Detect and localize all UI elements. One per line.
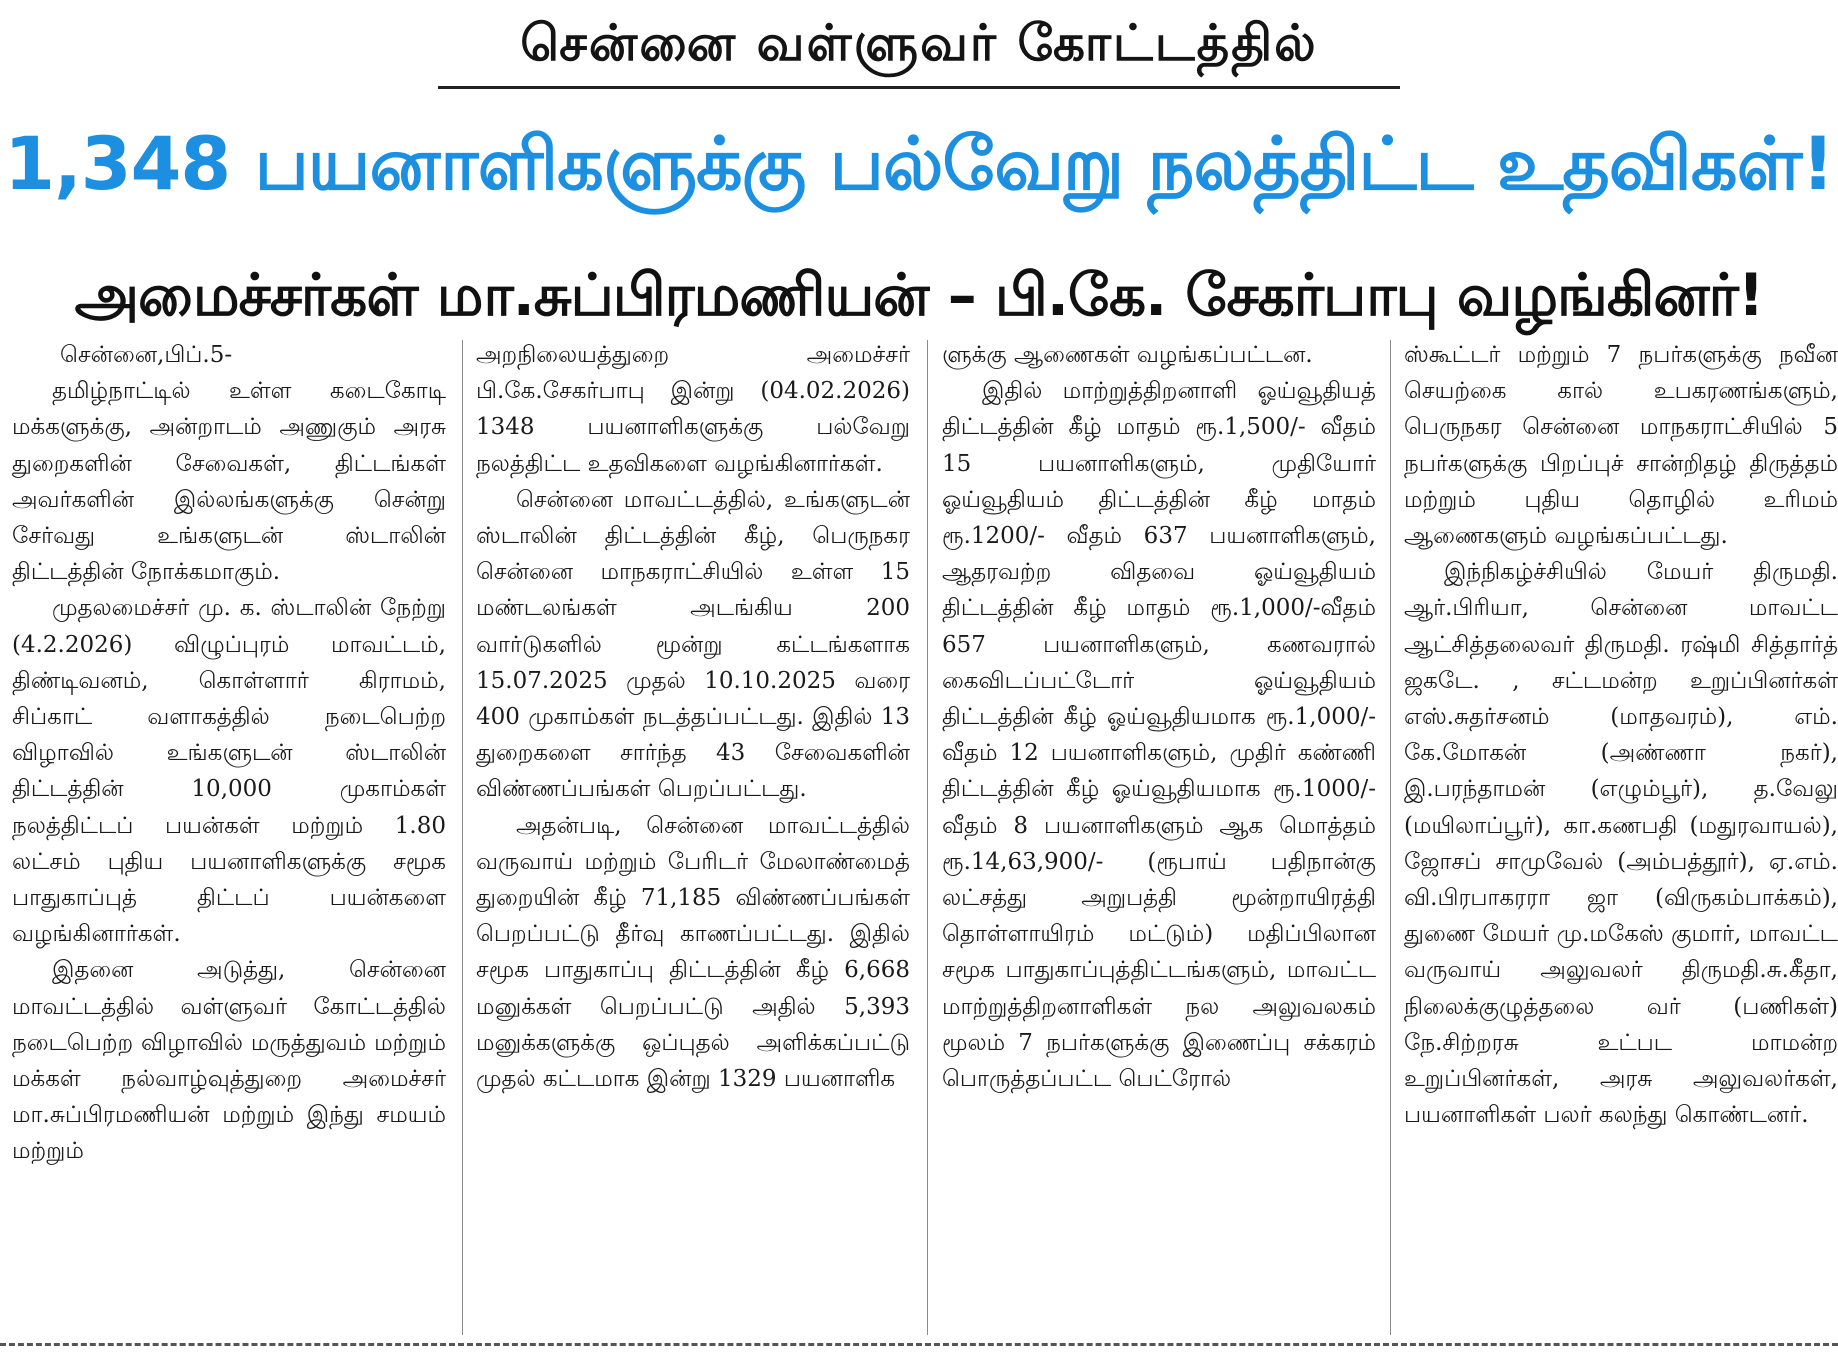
kicker-heading: சென்னை வள்ளுவர் கோட்டத்தில் bbox=[520, 14, 1318, 72]
article-column-3 bbox=[942, 337, 1376, 1337]
paragraph: அறநிலையத்துறை அமைச்சர் பி.கே.சேகர்பாபு இன்று (04.02.2026) 1348 பயனாளிகளுக்கு பல்வேறு நலத்திட்ட உதவிகளை வழங்கினார்கள். bbox=[476, 342, 910, 477]
column-divider bbox=[462, 340, 463, 1335]
paragraph: முதலமைச்சர் மு. க. ஸ்டாலின் நேற்று (4.2.2026) விழுப்புரம் மாவட்டம், திண்டிவனம், கொள்ளார் கிராமம், சிப்காட் வளாகத்தில் நடைபெற்ற விழாவில் உங்களுடன் ஸ்டாலின் திட்டத்தின் 10,000 முகாம்கள் நலத்திட்டப் பயன்கள் மற்றும் 1.80 லட்சம் புதிய பயனாளிகளுக்கு சமூக பாதுகாப்புத் திட்டப் பயன்களை வழங்கினார்கள். bbox=[12, 595, 446, 948]
paragraph: அதன்படி, சென்னை மாவட்டத்தில் வருவாய் மற்றும் பேரிடர் மேலாண்மைத் துறையின் கீழ் 71,185 விண்ணப்பங்கள் பெறப்பட்டு தீர்வு காணப்பட்டது. இதில் சமூக பாதுகாப்பு திட்டத்தின் கீழ் 6,668 மனுக்கள் பெறப்பட்டு அதில் 5,393 மனுக்களுக்கு ஒப்புதல் அளிக்கப்பட்டு முதல் கட்டமாக இன்று 1329 பயனாளிக bbox=[476, 812, 910, 1093]
dateline: சென்னை,பிப்.5- bbox=[60, 342, 233, 368]
column-divider bbox=[927, 340, 928, 1335]
paragraph: இதில் மாற்றுத்திறனாளி ஓய்வூதியத் திட்டத்தின் கீழ் மாதம் ரூ.1,500/- வீதம் 15 பயனாளிகளும், முதியோர் ஓய்வூதியம் திட்டத்தின் கீழ் மாதம் ரூ.1200/- வீதம் 637 பயனாளிகளும், ஆதரவற்ற விதவை ஓய்வூதியம் திட்டத்தின் கீழ் மாதம் ரூ.1,000/-வீதம் 657 பயனாளிகளும், கணவரால் கைவிடப்பட்டோர் ஓய்வூதியம் திட்டத்தின் கீழ் ஓய்வூதியமாக ரூ.1,000/- வீதம் 12 பயனாளிகளும், முதிர் கண்ணி திட்டத்தின் கீழ் ஓய்வூதியமாக ரூ.1000/- வீதம் 8 பயனாளிகளும் ஆக மொத்தம் ரூ.14,63,900/- (ரூபாய் பதிநான்கு லட்சத்து அறுபத்தி மூன்றாயிரத்தி தொள்ளாயிரம் மட்டும்) மதிப்பிலான சமூக பாதுகாப்புத்திட்டங்களும், மாவட்ட மாற்றுத்திறனாளிகள் நல அலுவலகம் மூலம் 7 நபர்களுக்கு இணைப்பு சக்கரம் பொருத்தப்பட்ட பெட்ரோல் bbox=[942, 378, 1376, 1093]
column-divider bbox=[1390, 340, 1391, 1335]
bottom-dashed-rule bbox=[0, 1343, 1838, 1346]
article-column-1 bbox=[12, 337, 446, 1337]
paragraph: ளுக்கு ஆணைகள் வழங்கப்பட்டன. bbox=[942, 342, 1313, 368]
paragraph: இதனை அடுத்து, சென்னை மாவட்டத்தில் வள்ளுவர் கோட்டத்தில் நடைபெற்ற விழாவில் மருத்துவம் மற்றும் மக்கள் நல்வாழ்வுத்துறை அமைச்சர் மா.சுப்பிரமணியன் மற்றும் இந்து சமயம் மற்றும் bbox=[12, 957, 446, 1165]
paragraph: ஸ்கூட்டர் மற்றும் 7 நபர்களுக்கு நவீன செயற்கை கால் உபகரணங்களும், பெருநகர சென்னை மாநகராட்சியில் 5 நபர்களுக்கு பிறப்புச் சான்றிதழ் திருத்தம் மற்றும் புதிய தொழில் உரிமம் ஆணைகளும் வழங்கப்பட்டது. bbox=[1404, 342, 1838, 550]
main-headline: 1,348 பயனாளிகளுக்கு பல்வேறு நலத்திட்ட உதவிகள்! bbox=[4, 122, 1834, 207]
paragraph: தமிழ்நாட்டில் உள்ள கடைகோடி மக்களுக்கு, அன்றாடம் அணுகும் அரசு துறைகளின் சேவைகள், திட்டங்கள் அவர்களின் இல்லங்களுக்கு சென்று சேர்வது உங்களுடன் ஸ்டாலின் திட்டத்தின் நோக்கமாகும். bbox=[12, 378, 446, 586]
paragraph: சென்னை மாவட்டத்தில், உங்களுடன் ஸ்டாலின் திட்டத்தின் கீழ், பெருநகர சென்னை மாநகராட்சியில் உள்ள 15 மண்டலங்கள் அடங்கிய 200 வார்டுகளில் மூன்று கட்டங்களாக 15.07.2025 முதல் 10.10.2025 வரை 400 முகாம்கள் நடத்தப்பட்டது. இதில் 13 துறைகளை சார்ந்த 43 சேவைகளின் விண்ணப்பங்கள் பெறப்பட்டது. bbox=[476, 486, 910, 803]
article-column-4 bbox=[1404, 337, 1838, 1337]
sub-headline: அமைச்சர்கள் மா.சுப்பிரமணியன் – பி.கே. சேகர்பாபு வழங்கினர்! bbox=[74, 261, 1764, 329]
paragraph: இந்நிகழ்ச்சியில் மேயர் திருமதி. ஆர்.பிரியா, சென்னை மாவட்ட ஆட்சித்தலைவர் திருமதி. ரஷ்மி சித்தார்த் ஜகடே. , சட்டமன்ற உறுப்பினர்கள் எஸ்.சுதர்சனம் (மாதவரம்), எம். கே.மோகன் (அண்ணா நகர்), இ.பரந்தாமன் (எழும்பூர்), த.வேலு (மயிலாப்பூர்), கா.கணபதி (மதுரவாயல்), ஜோசப் சாமுவேல் (அம்பத்தூர்), ஏ.எம். வி.பிரபாகரரா ஜா (விருகம்பாக்கம்), துணை மேயர் மு.மகேஸ் குமார், மாவட்ட வருவாய் அலுவலர் திருமதி.சு.கீதா, நிலைக்குழுத்தலை வர் (பணிகள்) நே.சிற்றரசு உட்பட மாமன்ற உறுப்பினர்கள், அரசு அலுவலர்கள், பயனாளிகள் பலர் கலந்து கொண்டனர். bbox=[1404, 559, 1838, 1129]
article-column-2 bbox=[476, 337, 910, 1337]
kicker-underline bbox=[438, 86, 1400, 89]
